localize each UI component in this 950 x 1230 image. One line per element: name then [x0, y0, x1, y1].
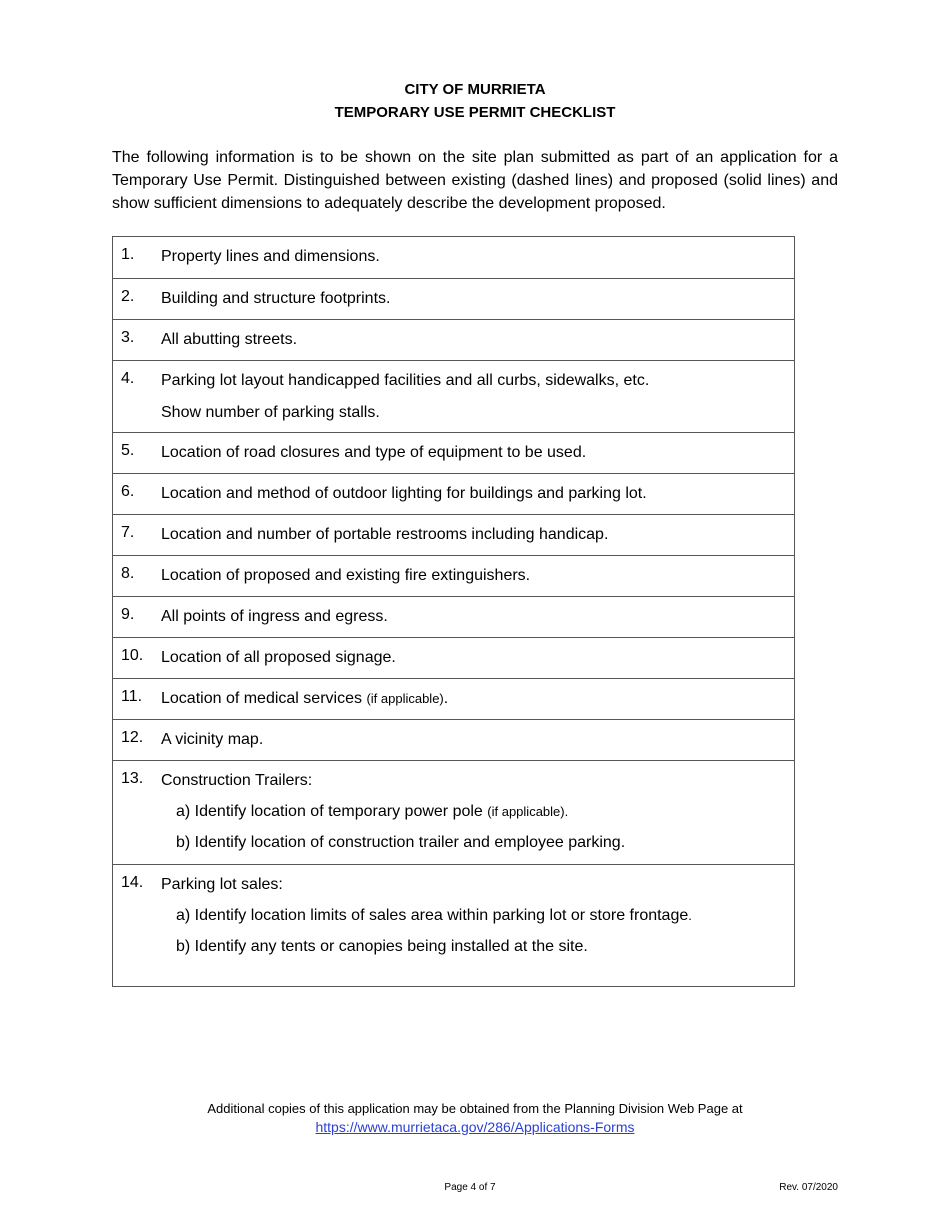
item-tail: . — [443, 690, 449, 707]
sub-item-b — [161, 832, 794, 854]
item-number: 13. — [121, 770, 144, 787]
checklist-row-3 — [113, 319, 794, 360]
checklist-row-12 — [113, 719, 794, 760]
item-text-wrap — [161, 688, 794, 710]
city-title: CITY OF MURRIETA — [404, 81, 546, 98]
item-text: A vicinity map. — [161, 731, 264, 748]
item-number: 9. — [121, 606, 135, 623]
checklist-row-6 — [113, 473, 794, 514]
item-number: 14. — [121, 874, 144, 891]
applications-forms-link[interactable]: https://www.murrietaca.gov/286/Applications-Forms — [315, 1119, 635, 1135]
item-number: 5. — [121, 442, 135, 459]
sub-item-b — [161, 936, 794, 958]
checklist-row-8 — [113, 555, 794, 596]
checklist-title: TEMPORARY USE PERMIT CHECKLIST — [334, 104, 616, 121]
checklist-table — [112, 236, 795, 987]
checklist-row-9 — [113, 596, 794, 637]
revision-date: Rev. 07/2020 — [779, 1182, 838, 1193]
checklist-row-4 — [113, 360, 794, 432]
page-number: Page 4 of 7 — [444, 1182, 496, 1193]
checklist-row-10 — [113, 637, 794, 678]
sub-item-text: b) Identify location of construction trailer and employee parking. — [176, 834, 626, 851]
item-text: Location of medical services — [161, 690, 367, 707]
item-number: 2. — [121, 288, 135, 305]
item-text: All abutting streets. — [161, 331, 298, 348]
item-number: 11. — [121, 688, 143, 705]
item-text: Parking lot sales: — [161, 876, 283, 893]
footer-note: Additional copies of this application may be obtained from the Planning Division Web Page at — [207, 1101, 743, 1116]
checklist-row-7 — [113, 514, 794, 555]
item-text: Location and number of portable restrooms including handicap. — [161, 526, 609, 543]
sub-item-text: b) Identify any tents or canopies being installed at the site. — [176, 938, 588, 955]
item-number: 12. — [121, 729, 144, 746]
item-text: Location of proposed and existing fire extinguishers. — [161, 567, 531, 584]
checklist-row-2 — [113, 278, 794, 319]
checklist-row-11 — [113, 678, 794, 719]
item-number: 4. — [121, 370, 135, 387]
item-text: Property lines and dimensions. — [161, 248, 380, 265]
item-number: 8. — [121, 565, 135, 582]
sub-item-a — [161, 905, 794, 927]
item-text: Building and structure footprints. — [161, 290, 391, 307]
sub-item-a — [161, 801, 794, 823]
item-number: 1. — [121, 246, 135, 263]
sub-item-note: (if applicable). — [487, 804, 569, 819]
item-number: 7. — [121, 524, 135, 541]
sub-item-text: a) Identify location of temporary power pole — [176, 803, 488, 820]
item-number: 3. — [121, 329, 135, 346]
item-number: 6. — [121, 483, 135, 500]
checklist-row-1 — [113, 237, 794, 278]
checklist-row-5 — [113, 432, 794, 473]
item-text: Location of road closures and type of equipment to be used. — [161, 444, 587, 461]
checklist-row-13 — [113, 760, 794, 864]
intro-paragraph: The following information is to be shown on the site plan submitted as part of an application for a Temporary Use Permit. Distinguished between existing (dashed lines) and proposed (solid lines) and show sufficient dimensions to adequately describe the development proposed. — [112, 149, 838, 212]
item-text: Location of all proposed signage. — [161, 649, 396, 666]
item-text-secondary: Show number of parking stalls. — [161, 404, 380, 421]
item-text: Location and method of outdoor lighting for buildings and parking lot. — [161, 485, 647, 502]
checklist-row-14 — [113, 864, 794, 986]
sub-item-text: a) Identify location limits of sales area within parking lot or store frontage — [176, 907, 689, 924]
item-text: Parking lot layout handicapped facilities and all curbs, sidewalks, etc. — [161, 372, 650, 389]
footer-link-wrap — [0, 1118, 950, 1137]
item-number: 10. — [121, 647, 144, 664]
item-text: All points of ingress and egress. — [161, 608, 388, 625]
item-text: Construction Trailers: — [161, 772, 313, 789]
sub-item-tail: . — [688, 908, 692, 923]
item-note: (if applicable) — [366, 691, 444, 706]
